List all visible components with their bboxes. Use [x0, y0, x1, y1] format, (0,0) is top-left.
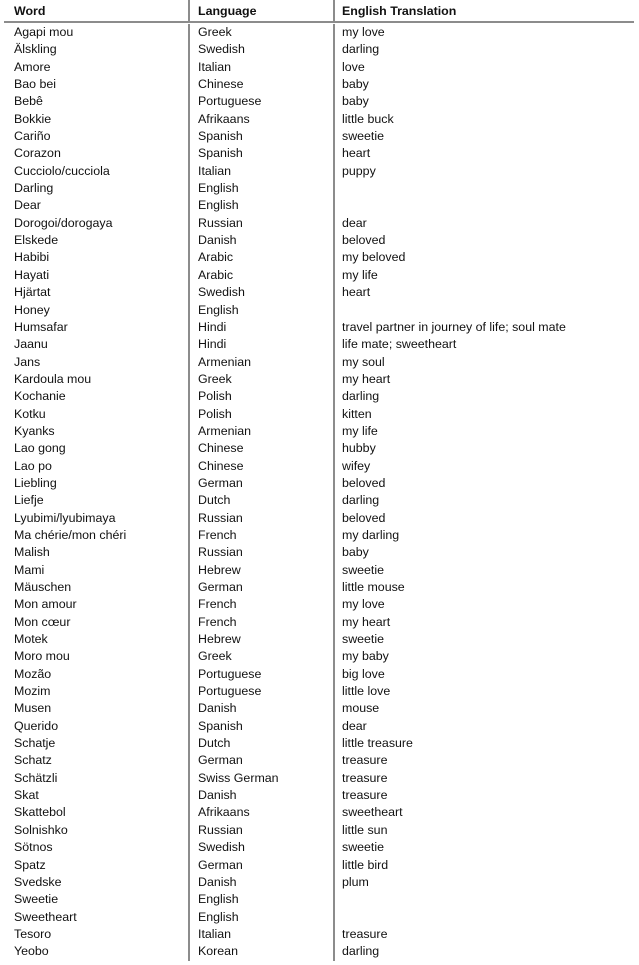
cell-english-translation: beloved: [333, 510, 639, 527]
cell-word: Lao po: [14, 458, 52, 473]
cell-language: Chinese: [188, 440, 333, 457]
table-row: [0, 874, 639, 891]
cell-english-translation: baby: [333, 544, 639, 561]
table-row: [0, 666, 639, 683]
cell-english-translation: [333, 197, 639, 214]
table-row: [0, 319, 639, 336]
cell-language: English: [188, 180, 333, 197]
cell-language: Dutch: [188, 735, 333, 752]
cell-word: Hayati: [14, 267, 50, 282]
cell-word: Sweetie: [14, 892, 59, 907]
cell-word: Yeobo: [14, 944, 49, 959]
cell-language: Swiss German: [188, 770, 333, 787]
cell-english-translation: darling: [333, 943, 639, 960]
cell-english-translation: mouse: [333, 700, 639, 717]
cell-language: Swedish: [188, 284, 333, 301]
header-word: Word: [14, 4, 46, 18]
table-row: [0, 787, 639, 804]
cell-language: Polish: [188, 406, 333, 423]
cell-english-translation: my life: [333, 267, 639, 284]
cell-english-translation: wifey: [333, 458, 639, 475]
cell-english-translation: beloved: [333, 475, 639, 492]
table-row: [0, 596, 639, 613]
cell-english-translation: baby: [333, 76, 639, 93]
table-row: [0, 24, 639, 41]
table-row: [0, 163, 639, 180]
table-header-row: [4, 0, 634, 23]
cell-word: Sweetheart: [14, 909, 77, 924]
cell-word: Agapi mou: [14, 25, 74, 39]
cell-language: Swedish: [188, 839, 333, 856]
table-row: [0, 752, 639, 769]
cell-language: Portuguese: [188, 666, 333, 683]
cell-language: Spanish: [188, 718, 333, 735]
table-row: [0, 440, 639, 457]
cell-word: Schätzli: [14, 770, 58, 785]
cell-english-translation: my love: [333, 24, 639, 41]
cell-language: Danish: [188, 874, 333, 891]
cell-language: English: [188, 909, 333, 926]
table-row: [0, 718, 639, 735]
cell-english-translation: my love: [333, 596, 639, 613]
cell-word: Lyubimi/lyubimaya: [14, 510, 116, 525]
cell-language: Arabic: [188, 249, 333, 266]
cell-language: Afrikaans: [188, 804, 333, 821]
cell-word: Mäuschen: [14, 580, 72, 594]
table-row: [0, 215, 639, 232]
cell-english-translation: treasure: [333, 770, 639, 787]
cell-english-translation: little love: [333, 683, 639, 700]
cell-word: Jaanu: [14, 337, 48, 352]
cell-english-translation: my beloved: [333, 249, 639, 266]
table-row: [0, 128, 639, 145]
table-row: [0, 614, 639, 631]
cell-language: German: [188, 857, 333, 874]
table-row: [0, 249, 639, 266]
cell-english-translation: sweetie: [333, 128, 639, 145]
table-row: [0, 267, 639, 284]
table-row: [0, 492, 639, 509]
table-row: [0, 111, 639, 128]
cell-word: Liefje: [14, 493, 44, 508]
cell-language: French: [188, 614, 333, 631]
cell-english-translation: heart: [333, 145, 639, 162]
table-row: [0, 59, 639, 76]
table-row: [0, 527, 639, 544]
cell-language: Hebrew: [188, 562, 333, 579]
cell-language: Spanish: [188, 145, 333, 162]
cell-word: Amore: [14, 59, 51, 74]
cell-word: Corazon: [14, 146, 61, 161]
table-row: [0, 180, 639, 197]
table-row: [0, 475, 639, 492]
cell-word: Lao gong: [14, 441, 66, 456]
table-row: [0, 700, 639, 717]
cell-english-translation: plum: [333, 874, 639, 891]
cell-language: Italian: [188, 59, 333, 76]
cell-language: English: [188, 891, 333, 908]
table-row: [0, 302, 639, 319]
cell-language: Dutch: [188, 492, 333, 509]
cell-english-translation: my heart: [333, 371, 639, 388]
cell-english-translation: beloved: [333, 232, 639, 249]
cell-word: Habibi: [14, 250, 50, 265]
cell-word: Jans: [14, 354, 41, 369]
cell-language: Swedish: [188, 41, 333, 58]
cell-language: French: [188, 527, 333, 544]
cell-word: Schatje: [14, 736, 56, 751]
cell-english-translation: hubby: [333, 440, 639, 457]
cell-word: Elskede: [14, 233, 59, 248]
cell-english-translation: [333, 302, 639, 319]
cell-english-translation: puppy: [333, 163, 639, 180]
cell-english-translation: sweetie: [333, 562, 639, 579]
cell-word: Kyanks: [14, 423, 55, 438]
cell-word: Mozão: [14, 666, 52, 681]
cell-word: Kotku: [14, 406, 46, 421]
cell-english-translation: heart: [333, 284, 639, 301]
cell-english-translation: little sun: [333, 822, 639, 839]
cell-word: Hjärtat: [14, 285, 51, 300]
cell-english-translation: love: [333, 59, 639, 76]
cell-english-translation: darling: [333, 388, 639, 405]
cell-word: Skattebol: [14, 805, 66, 820]
cell-english-translation: my baby: [333, 648, 639, 665]
cell-word: Kochanie: [14, 389, 66, 404]
table-row: [0, 406, 639, 423]
cell-word: Solnishko: [14, 822, 68, 837]
table-row: [0, 631, 639, 648]
cell-word: Ma chérie/mon chéri: [14, 527, 127, 542]
table-row: [0, 926, 639, 943]
table-row: [0, 891, 639, 908]
cell-language: German: [188, 752, 333, 769]
cell-english-translation: treasure: [333, 752, 639, 769]
cell-language: Armenian: [188, 354, 333, 371]
cell-word: Querido: [14, 718, 59, 733]
cell-word: Malish: [14, 545, 50, 560]
cell-language: Hebrew: [188, 631, 333, 648]
cell-english-translation: dear: [333, 718, 639, 735]
cell-english-translation: my heart: [333, 614, 639, 631]
cell-language: Spanish: [188, 128, 333, 145]
cell-english-translation: my soul: [333, 354, 639, 371]
cell-word: Musen: [14, 701, 52, 716]
cell-word: Humsafar: [14, 319, 68, 334]
cell-word: Dear: [14, 198, 41, 213]
cell-english-translation: big love: [333, 666, 639, 683]
cell-language: Armenian: [188, 423, 333, 440]
cell-language: Portuguese: [188, 683, 333, 700]
table-row: [0, 388, 639, 405]
table-row: [0, 648, 639, 665]
table-body: [0, 23, 639, 961]
cell-english-translation: kitten: [333, 406, 639, 423]
cell-language: Russian: [188, 510, 333, 527]
cell-word: Cariño: [14, 129, 51, 144]
cell-word: Schatz: [14, 753, 52, 768]
cell-language: Greek: [188, 648, 333, 665]
cell-word: Dorogoi/dorogaya: [14, 215, 113, 230]
table-row: [0, 284, 639, 301]
table-row: [0, 544, 639, 561]
cell-word: Mozim: [14, 684, 51, 699]
table-row: [0, 41, 639, 58]
table-row: [0, 76, 639, 93]
cell-language: German: [188, 475, 333, 492]
table-row: [0, 562, 639, 579]
cell-english-translation: little bird: [333, 857, 639, 874]
cell-language: Portuguese: [188, 93, 333, 110]
header-english-translation: English Translation: [333, 0, 634, 21]
table-row: [0, 822, 639, 839]
cell-word: Mon cœur: [14, 614, 71, 629]
cell-word: Tesoro: [14, 926, 52, 941]
cell-word: Svedske: [14, 874, 62, 889]
table-row: [0, 839, 639, 856]
table-row: [0, 735, 639, 752]
cell-language: Greek: [188, 371, 333, 388]
cell-language: Chinese: [188, 76, 333, 93]
cell-word: Älskling: [14, 42, 57, 57]
cell-english-translation: baby: [333, 93, 639, 110]
cell-english-translation: [333, 180, 639, 197]
cell-language: Hindi: [188, 336, 333, 353]
cell-english-translation: little mouse: [333, 579, 639, 596]
header-language: Language: [188, 0, 333, 21]
cell-language: Korean: [188, 943, 333, 960]
cell-language: French: [188, 596, 333, 613]
cell-word: Spatz: [14, 857, 46, 872]
cell-english-translation: little buck: [333, 111, 639, 128]
cell-english-translation: sweetie: [333, 631, 639, 648]
table-row: [0, 371, 639, 388]
cell-language: Russian: [188, 544, 333, 561]
cell-language: German: [188, 579, 333, 596]
cell-word: Mami: [14, 562, 45, 577]
cell-word: Cucciolo/cucciola: [14, 163, 110, 178]
table-row: [0, 943, 639, 960]
cell-language: Hindi: [188, 319, 333, 336]
table-row: [0, 804, 639, 821]
cell-english-translation: treasure: [333, 787, 639, 804]
cell-word: Moro mou: [14, 649, 70, 664]
cell-word: Motek: [14, 632, 48, 647]
cell-english-translation: darling: [333, 41, 639, 58]
cell-english-translation: little treasure: [333, 735, 639, 752]
cell-word: Honey: [14, 302, 50, 317]
cell-english-translation: sweetheart: [333, 804, 639, 821]
cell-language: Afrikaans: [188, 111, 333, 128]
table-row: [0, 579, 639, 596]
cell-word: Mon amour: [14, 597, 77, 612]
cell-word: Liebling: [14, 475, 57, 490]
cell-language: Russian: [188, 215, 333, 232]
table-row: [0, 336, 639, 353]
cell-english-translation: [333, 891, 639, 908]
table-row: [0, 770, 639, 787]
table-row: [0, 510, 639, 527]
table-row: [0, 683, 639, 700]
cell-english-translation: [333, 909, 639, 926]
cell-language: Polish: [188, 388, 333, 405]
table-row: [0, 423, 639, 440]
cell-language: English: [188, 302, 333, 319]
cell-language: Chinese: [188, 458, 333, 475]
cell-english-translation: darling: [333, 492, 639, 509]
cell-word: Bao bei: [14, 77, 57, 92]
cell-word: Bebê: [14, 94, 43, 109]
cell-language: Arabic: [188, 267, 333, 284]
cell-english-translation: sweetie: [333, 839, 639, 856]
cell-english-translation: treasure: [333, 926, 639, 943]
table-row: [0, 93, 639, 110]
table-row: [0, 232, 639, 249]
cell-word: Bokkie: [14, 111, 52, 126]
table-row: [0, 197, 639, 214]
cell-word: Darling: [14, 181, 54, 196]
cell-language: English: [188, 197, 333, 214]
table-row: [0, 909, 639, 926]
cell-language: Russian: [188, 822, 333, 839]
cell-english-translation: my life: [333, 423, 639, 440]
cell-language: Danish: [188, 232, 333, 249]
cell-language: Danish: [188, 700, 333, 717]
cell-english-translation: travel partner in journey of life; soul mate: [333, 319, 639, 336]
cell-english-translation: my darling: [333, 527, 639, 544]
table-row: [0, 458, 639, 475]
cell-word: Sötnos: [14, 840, 53, 855]
table-row: [0, 857, 639, 874]
cell-language: Italian: [188, 926, 333, 943]
table-row: [0, 145, 639, 162]
cell-language: Danish: [188, 787, 333, 804]
cell-language: Italian: [188, 163, 333, 180]
cell-word: Kardoula mou: [14, 371, 92, 386]
cell-word: Skat: [14, 788, 39, 803]
table-row: [0, 354, 639, 371]
cell-english-translation: dear: [333, 215, 639, 232]
cell-language: Greek: [188, 24, 333, 41]
cell-english-translation: life mate; sweetheart: [333, 336, 639, 353]
